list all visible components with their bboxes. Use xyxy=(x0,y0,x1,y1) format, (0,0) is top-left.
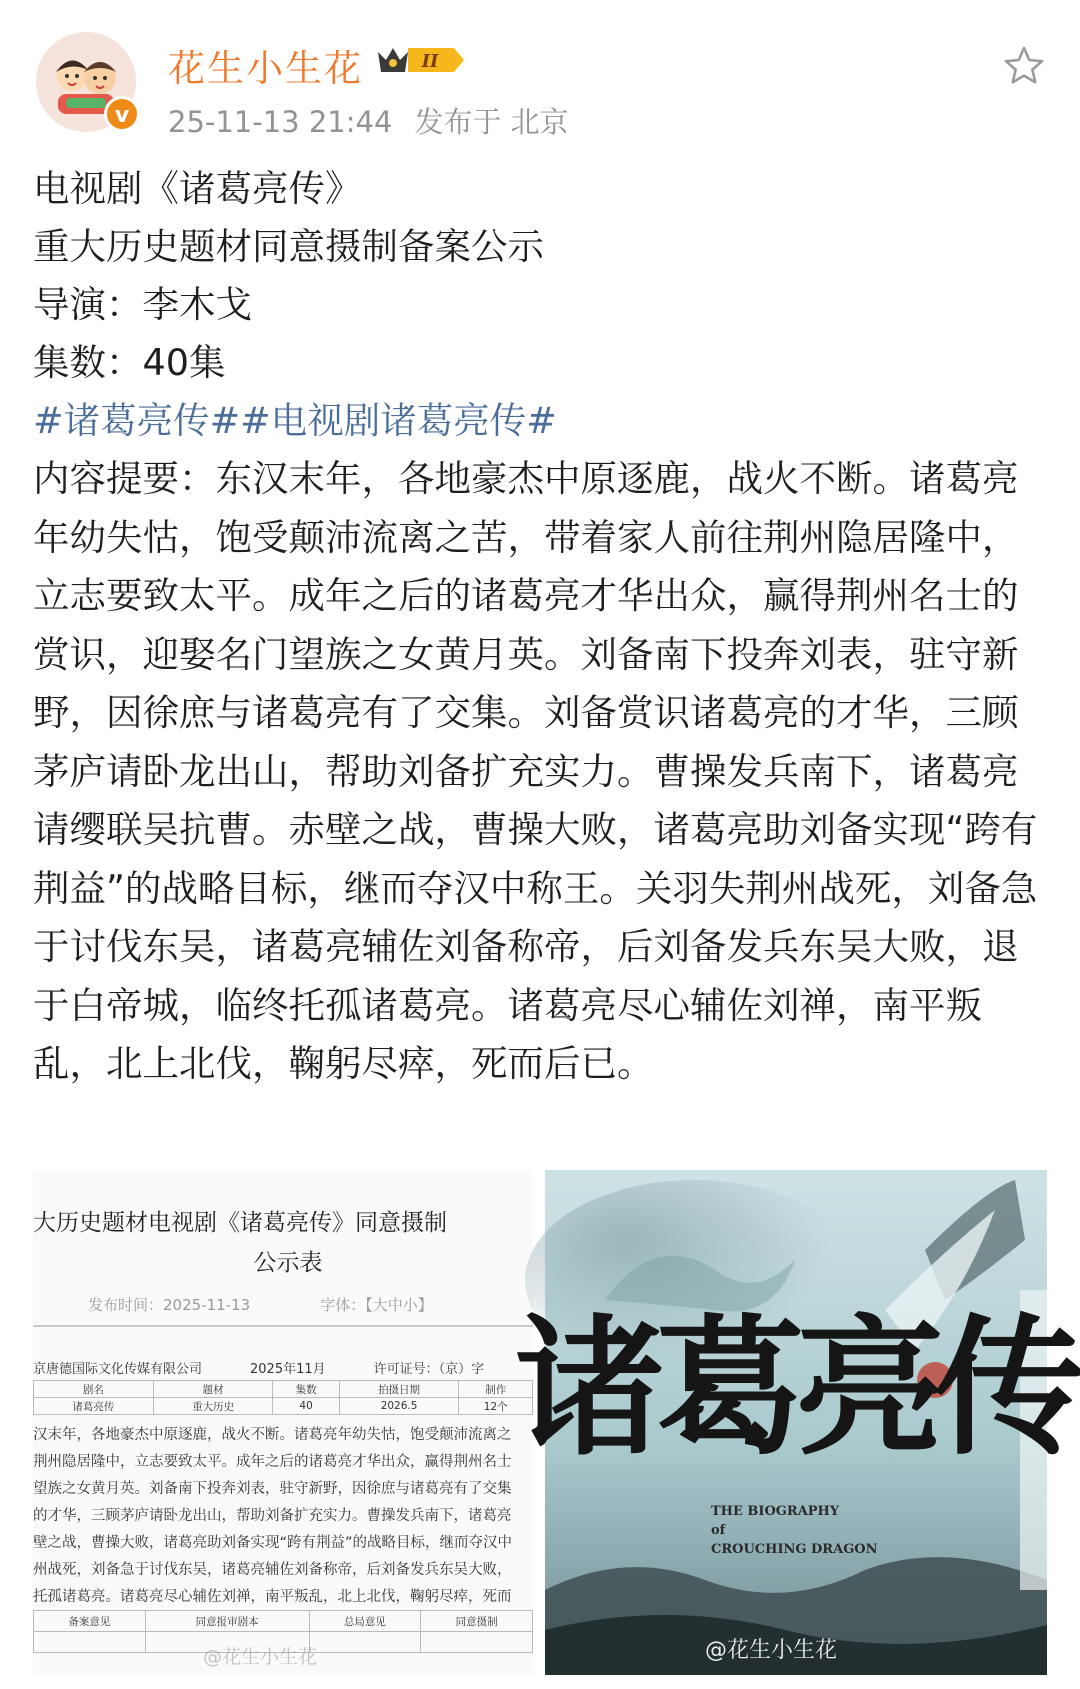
table-cell: 12个 xyxy=(459,1398,533,1415)
doc-month: 2025年11月 xyxy=(250,1362,326,1377)
verified-badge-icon: v xyxy=(104,96,140,132)
vip-level-text: II xyxy=(421,51,439,72)
post-content xyxy=(33,160,1048,1094)
table-header-cell: 制作 xyxy=(459,1381,533,1398)
post-header xyxy=(0,0,1080,150)
table-row xyxy=(34,1398,533,1415)
table-header-cell: 剧名 xyxy=(34,1381,154,1398)
table-cell: 备案意见 xyxy=(34,1611,146,1632)
doc-license: 许可证号：（京）字 xyxy=(373,1362,485,1377)
doc-body-text xyxy=(33,1422,533,1611)
doc-text-line: 的才华，三顾茅庐请卧龙出山，帮助刘备扩充实力。曹操发兵南下，诸葛亮 xyxy=(33,1508,512,1524)
post-line-title: 电视剧《诸葛亮传》 xyxy=(33,167,362,210)
table-row xyxy=(34,1381,533,1398)
table-header-cell: 集数 xyxy=(273,1381,339,1398)
doc-text-line: 汉末年，各地豪杰中原逐鹿，战火不断。诸葛亮年幼失怙，饱受颠沛流离之 xyxy=(33,1427,512,1443)
image-watermark: @花生小生花 xyxy=(203,1646,318,1668)
poster-english-title-line3: CROUCHING DRAGON xyxy=(711,1542,878,1557)
table-cell: 同意摄制 xyxy=(421,1611,533,1632)
doc-table xyxy=(33,1380,533,1415)
hashtag-link[interactable]: #电视剧诸葛亮传# xyxy=(240,399,557,442)
image-poster[interactable] xyxy=(515,1170,1076,1675)
username[interactable]: 花生小生花 xyxy=(168,47,363,90)
table-row xyxy=(34,1611,533,1632)
post-line-director: 导演：李木戈 xyxy=(33,283,252,326)
doc-text-line: 州战死，刘备急于讨伐东吴，诸葛亮辅佐刘备称帝，后刘备发兵东吴大败， xyxy=(33,1562,512,1578)
image-watermark: @花生小生花 xyxy=(705,1638,838,1663)
doc-text-line: 望族之女黄月英。刘备南下投奔刘表，驻守新野，因徐庶与诸葛亮有了交集 xyxy=(33,1481,512,1497)
table-cell: 重大历史 xyxy=(153,1398,273,1415)
poster-english-title-line1: THE BIOGRAPHY xyxy=(711,1504,840,1519)
doc-text-line: 托孤诸葛亮。诸葛亮尽心辅佐刘禅，南平叛乱，北上北伐，鞠躬尽瘁，死而 xyxy=(33,1589,512,1605)
doc-title: 大历史题材电视剧《诸葛亮传》同意摄制 xyxy=(33,1210,447,1236)
post-timestamp: 25-11-13 21:44 xyxy=(168,105,393,139)
table-cell: 总局意见 xyxy=(309,1611,421,1632)
table-cell: 同意报审剧本 xyxy=(145,1611,309,1632)
doc-company: 京唐德国际文化传媒有限公司 xyxy=(33,1362,203,1377)
doc-text-line: 壁之战，曹操大败，诸葛亮助刘备实现“跨有荆益”的战略目标，继而夺汉中 xyxy=(33,1535,513,1551)
poster-calligraphy-title: 诸葛亮传 xyxy=(515,1300,1076,1476)
post-summary: 内容提要：东汉末年，各地豪杰中原逐鹿，战火不断。诸葛亮年幼失怙，饱受颠沛流离之苦，带着家人前往荆州隐居隆中，立志要致太平。成年之后的诸葛亮才华出众，赢得荆州名士的赏识，迎娶名门望族之女黄月英。刘备南下投奔刘表，驻守新野，因徐庶与诸葛亮有了交集。刘备赏识诸葛亮的才华，三顾茅庐请卧龙出山，帮助刘备扩充实力。曹操发兵南下，诸葛亮请缨联吴抗曹。赤壁之战，曹操大败，诸葛亮助刘备实现“跨有荆益”的战略目标，继而夺汉中称王。关羽失荆州战死，刘备急于讨伐东吴，诸葛亮辅佐刘备称帝，后刘备发兵东吴大败，退于白帝城，临终托孤诸葛亮。诸葛亮尽心辅佐刘禅，南平叛乱，北上北伐，鞠躬尽瘁，死而后已。 xyxy=(33,457,1038,1085)
doc-company-row xyxy=(33,1358,532,1377)
doc-publish-time: 发布时间：2025-11-13 xyxy=(88,1296,251,1314)
hashtag-row xyxy=(33,392,1048,450)
post-line-approval: 重大历史题材同意摄制备案公示 xyxy=(33,225,544,268)
table-cell: 2026.5 xyxy=(339,1398,459,1415)
poster-illustration xyxy=(515,1170,1076,1675)
doc-meta xyxy=(88,1294,433,1315)
hashtag-link[interactable]: #诸葛亮传# xyxy=(33,399,241,442)
image-document-notice[interactable] xyxy=(33,1170,533,1675)
post-line-episodes: 集数：40集 xyxy=(33,341,226,384)
doc-font-size: 字体：【大中小】 xyxy=(320,1296,433,1314)
post-location: 发布于 北京 xyxy=(414,105,569,139)
doc-text-line: 荆州隐居隆中，立志要致太平。成年之后的诸葛亮才华出众，赢得荆州名士 xyxy=(33,1454,512,1470)
table-header-cell: 拍摄日期 xyxy=(339,1381,459,1398)
table-header-cell: 题材 xyxy=(153,1381,273,1398)
poster-english-title-line2: of xyxy=(711,1523,726,1538)
vip-crown-badge-icon xyxy=(374,42,468,78)
favorite-star-icon[interactable] xyxy=(1002,44,1046,88)
doc-subtitle: 公示表 xyxy=(253,1250,323,1276)
table-cell: 诸葛亮传 xyxy=(34,1398,154,1415)
post-meta xyxy=(168,100,569,141)
table-cell: 40 xyxy=(273,1398,339,1415)
doc-divider xyxy=(33,1325,533,1327)
